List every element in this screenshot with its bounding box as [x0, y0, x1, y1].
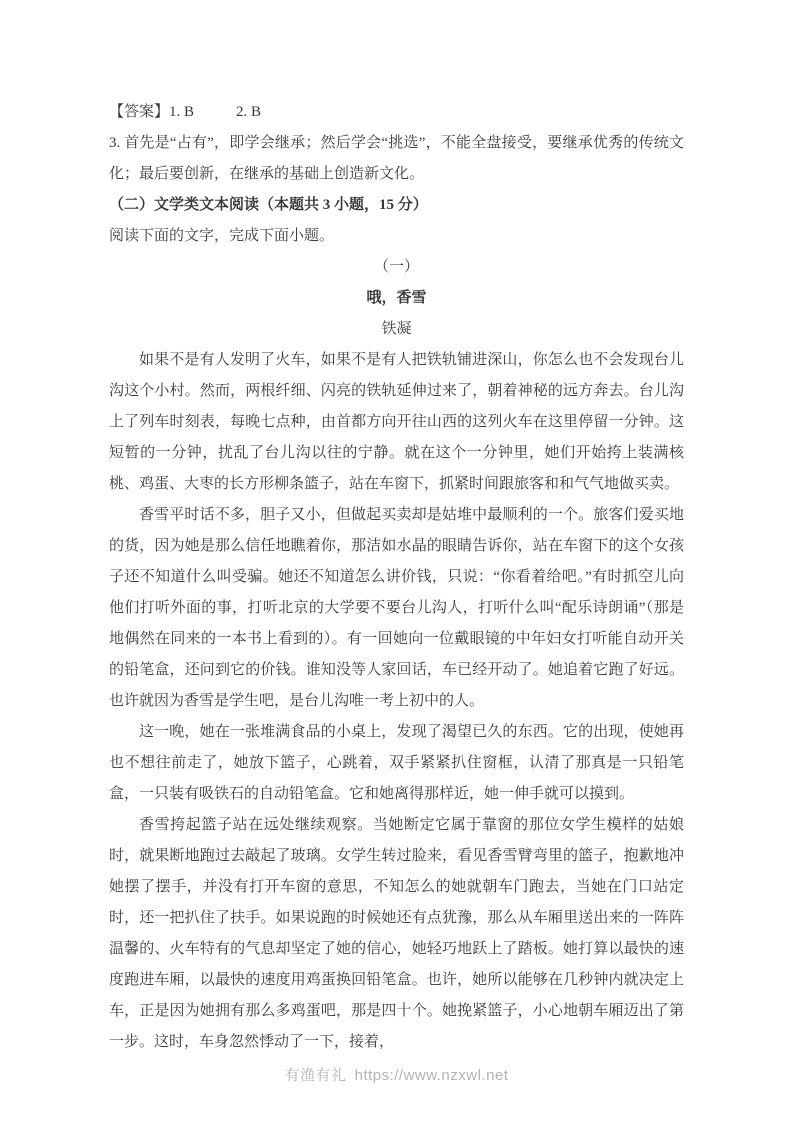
- story-paragraph-1: 如果不是有人发明了火车，如果不是有人把铁轨铺进深山，你怎么也不会发现台儿沟这个小村。然而，两根纤细、闪亮的铁轨延伸过来了，朝着神秘的远方奔去。台儿沟上了列车时刻表，每晚七点种，由首都方向开往山西的这列火车在这里停留一分钟。这短暂的一分钟，扰乱了台儿沟以往的宁静。就在这个一分钟里，她们开始挎上装满核桃、鸡蛋、大枣的长方形柳条篮子，站在车窗下，抓紧时间跟旅客和和气气地做买卖。: [109, 352, 684, 492]
- section-heading: （二）文学类文本阅读（本题共 3 小题，15 分）: [109, 197, 428, 213]
- footer-site-name: 有渔有礼: [284, 1067, 347, 1084]
- answer-item-1: 1. B: [169, 104, 195, 120]
- answer-line: [109, 97, 684, 128]
- answer-item-2: 2. B: [236, 104, 262, 120]
- answer-label: 【答案】: [109, 104, 170, 120]
- story-author: 铁凝: [381, 321, 412, 337]
- page-footer-watermark: [0, 1064, 793, 1085]
- part-number: （一）: [373, 259, 419, 275]
- story-paragraph-2: 香雪平时话不多，胆子又小，但做起买卖却是姑堆中最顺利的一个。旅客们爱买地的货，因为她是那么信任地瞧着你，那洁如水晶的眼睛告诉你，站在车窗下的这个女孩子还不知道什么叫受骗。她还不知道怎么讲价钱，只说：“你看着给吧。”有时抓空儿向他们打听外面的事，打听北京的大学要不要台儿沟人，打听什么叫“配乐诗朗诵”（那是地偶然在同来的一本书上看到的）。有一回她向一位戴眼镜的中年妇女打听能自动开关的铅笔盒，还问到它的价钱。谁知没等人家回话，车已经开动了。她追着它跑了好远。也许就因为香雪是学生吧，是台儿沟唯一考上初中的人。: [109, 507, 684, 709]
- reading-instruction: 阅读下面的文字，完成下面小题。: [109, 228, 335, 244]
- answer-item-3: 3. 首先是“占有”，即学会继承；然后学会“挑选”，不能全盘接受，要继承优秀的传统文化；最后要创新，在继承的基础上创造新文化。: [109, 135, 684, 182]
- story-title: 哦，香雪: [366, 290, 427, 306]
- document-content: [109, 97, 684, 1058]
- story-paragraph-4: 香雪挎起篮子站在远处继续观察。当她断定它属于靠窗的那位女学生模样的姑娘时，就果断地跑过去敲起了玻璃。女学生转过脸来，看见香雪臂弯里的篮子，抱歉地冲她摆了摆手，并没有打开车窗的意思，不知怎么的她就朝车门跑去，当她在门口站定时，还一把扒住了扶手。如果说跑的时候她还有点犹豫，那么从车厢里送出来的一阵阵温馨的、火车特有的气息却坚定了她的信心，她轻巧地跃上了踏板。她打算以最快的速度跑进车厢，以最快的速度用鸡蛋换回铅笔盒。也许，她所以能够在几秒钟内就决定上车，正是因为她拥有那么多鸡蛋吧，那是四十个。她挽紧篮子，小心地朝车厢迈出了第一步。这时，车身忽然悸动了一下，接着，: [109, 817, 684, 1050]
- footer-url: https://www.nzxwl.net: [354, 1067, 509, 1084]
- story-paragraph-3: 这一晚，她在一张堆满食品的小桌上，发现了渴望已久的东西。它的出现，使她再也不想往前走了，她放下篮子，心跳着，双手紧紧扒住窗框，认清了那真是一只铅笔盒，一只装有吸铁石的自动铅笔盒。它和她离得那样近，她一伸手就可以摸到。: [109, 724, 684, 802]
